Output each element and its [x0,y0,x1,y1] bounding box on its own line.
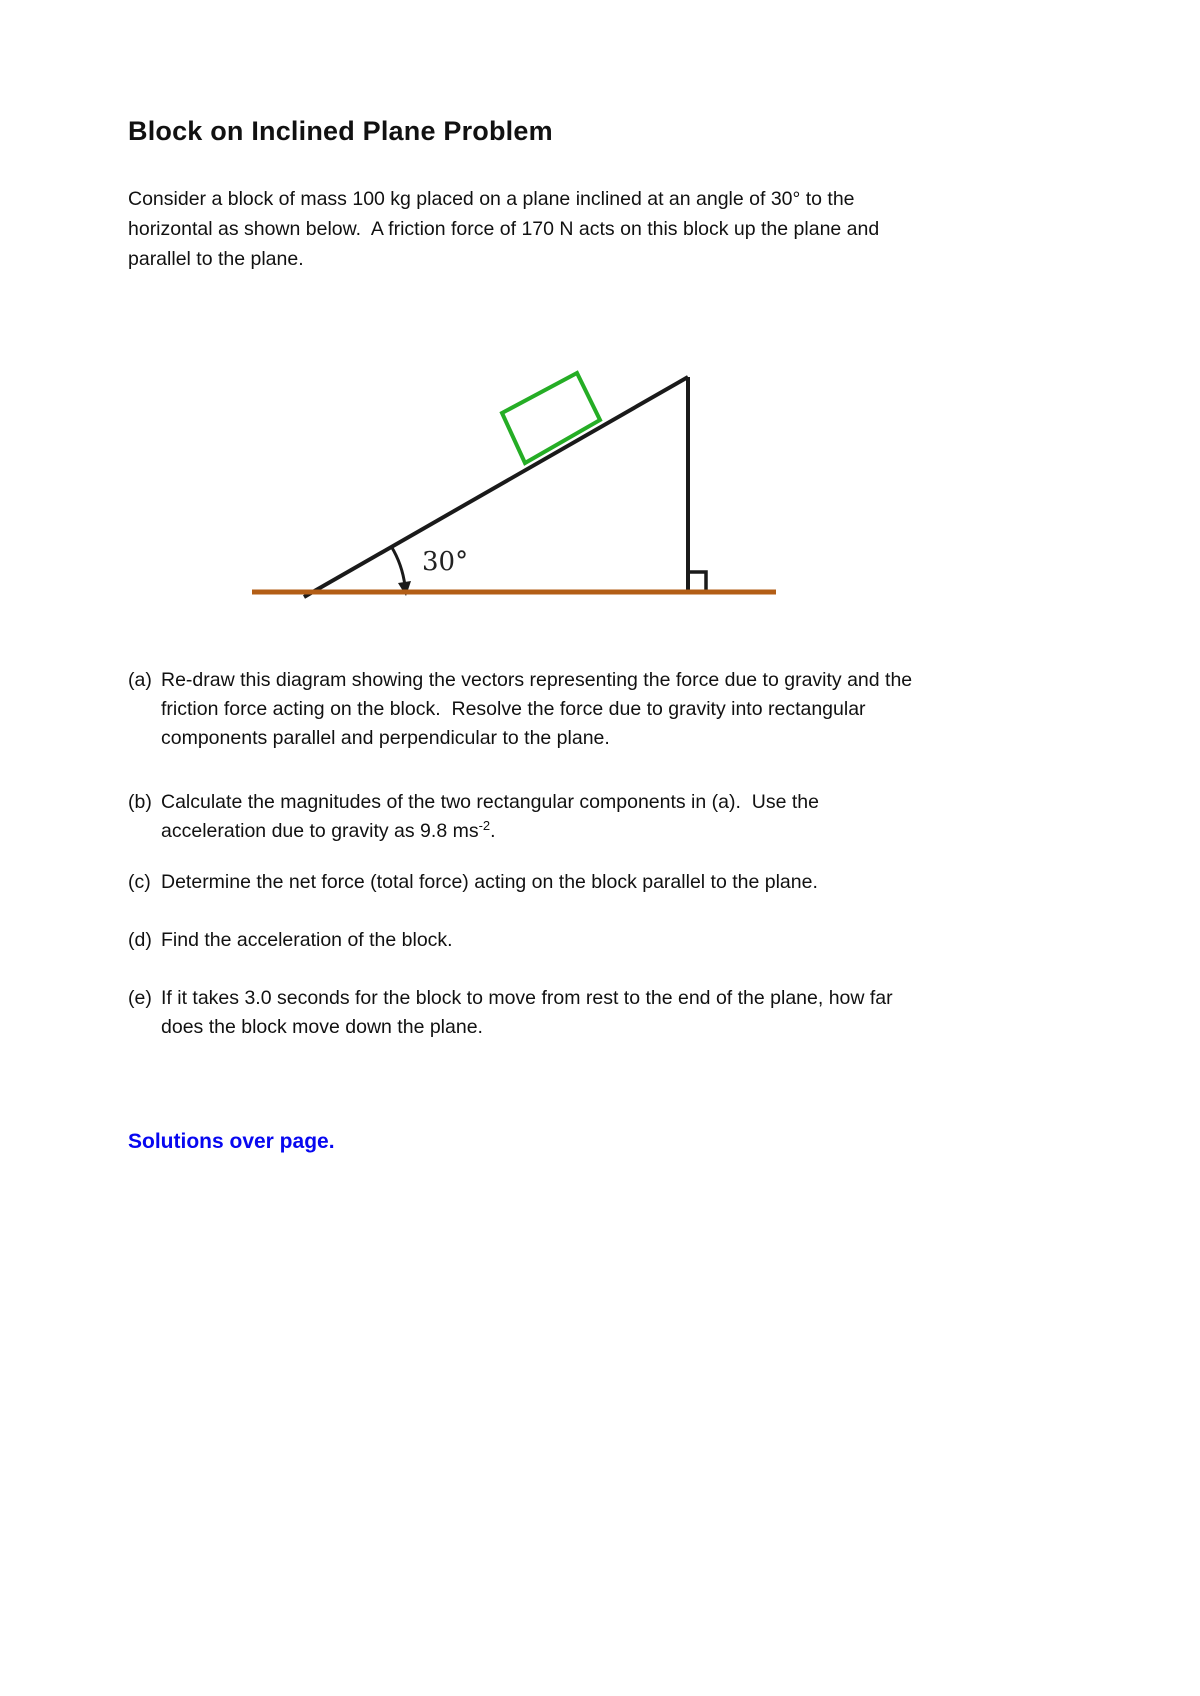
incline-line [304,377,688,597]
item-label: (c) [128,871,151,893]
inclined-plane-diagram [220,320,790,610]
item-line: friction force acting on the block. Resolve the force due to gravity into rectangular [161,698,866,720]
item-line [161,817,819,846]
angle-label: 30° [422,547,469,577]
item-line-text: . [490,820,496,842]
item-line: Determine the net force (total force) acting on the block parallel to the plane. [161,871,818,893]
intro-line: horizontal as shown below. A friction force of 170 N acts on this block up the plane and [128,218,880,240]
superscript-exponent: -2 [478,818,491,833]
item-line: Re-draw this diagram showing the vectors representing the force due to gravity and the [161,669,913,691]
page-title: Block on Inclined Plane Problem [128,116,553,146]
item-line: components parallel and perpendicular to the plane. [161,727,610,749]
question-item-d [128,926,453,955]
item-text [161,868,818,897]
solutions-note: Solutions over page. [128,1130,335,1153]
item-text [161,984,893,1042]
intro-line: parallel to the plane. [128,248,304,270]
item-line-text: acceleration due to gravity as 9.8 ms [161,820,479,842]
item-line: If it takes 3.0 seconds for the block to move from rest to the end of the plane, how far [161,987,893,1009]
item-line: Find the acceleration of the block. [161,929,453,951]
item-line: does the block move down the plane. [161,1016,483,1038]
question-item-e [128,984,893,1042]
block-outline [502,373,600,463]
intro-paragraph [128,184,879,274]
item-label: (b) [128,791,152,813]
angle-arc [391,546,405,586]
question-item-a [128,666,912,753]
question-item-c [128,868,818,897]
item-label: (d) [128,929,152,951]
intro-line: Consider a block of mass 100 kg placed on a plane inclined at an angle of 30° to the [128,188,855,210]
item-text [161,666,912,753]
item-text [161,926,453,955]
item-label: (e) [128,987,152,1009]
item-text [161,788,819,846]
item-label: (a) [128,669,152,691]
question-item-b [128,788,819,846]
item-line: Calculate the magnitudes of the two rectangular components in (a). Use the [161,791,819,813]
